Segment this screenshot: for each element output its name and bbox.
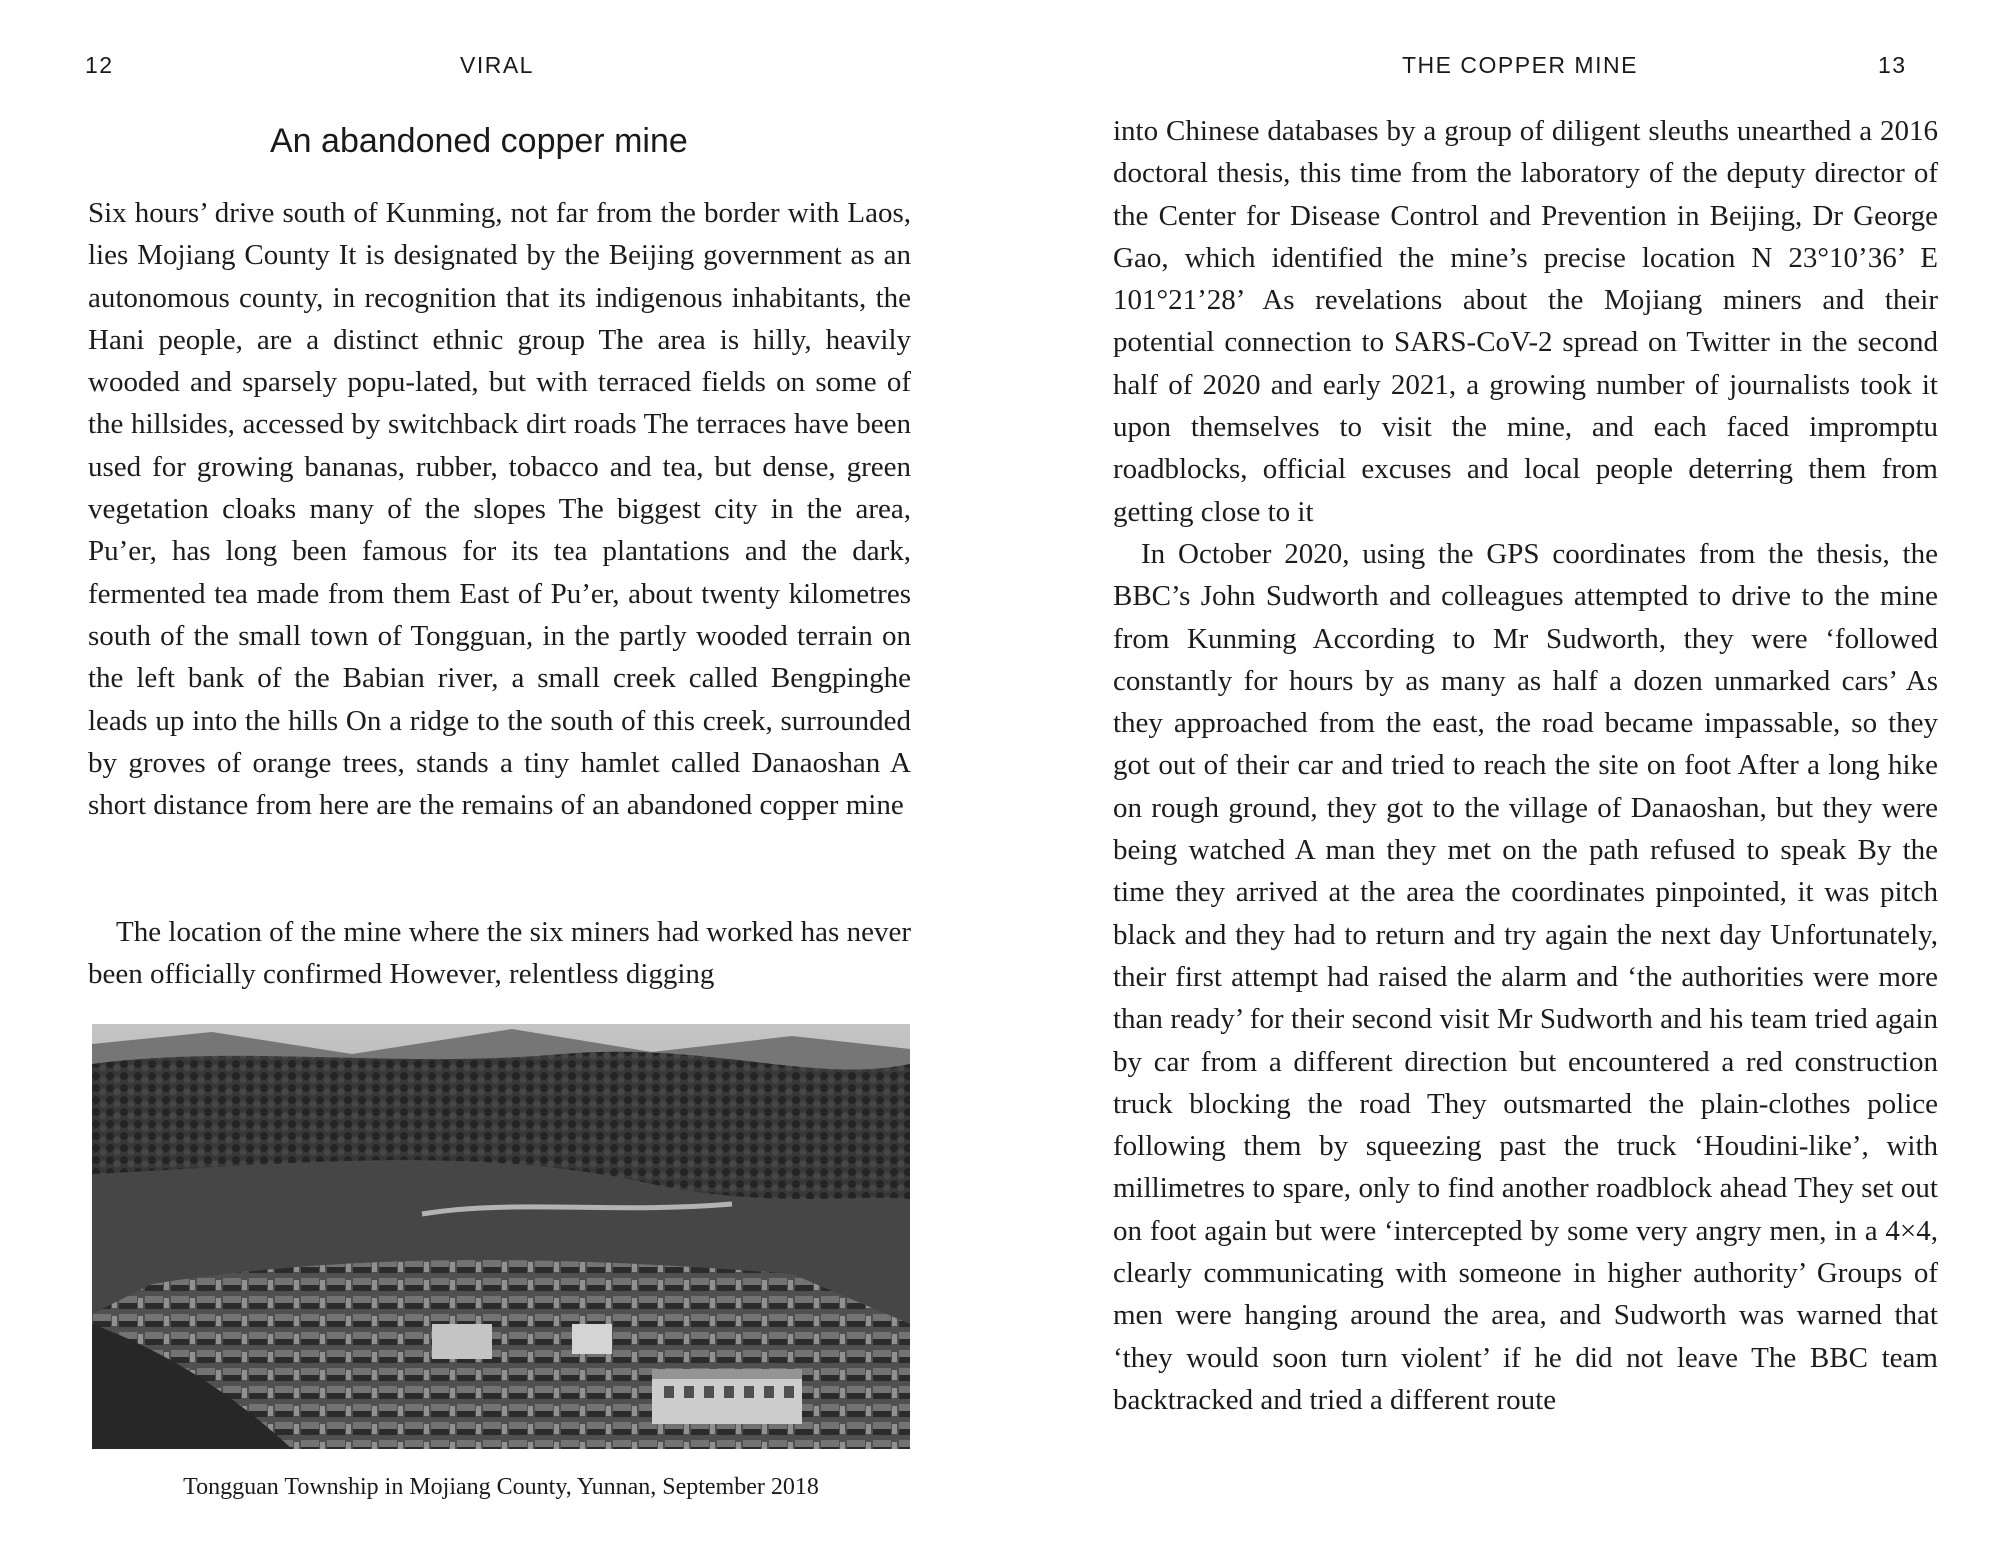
running-head: VIRAL (460, 52, 534, 78)
village-photo (92, 1024, 910, 1449)
body-paragraph: In October 2020, using the GPS coordinates from the thesis, the BBC’s John Sudworth and colleagues attempted to drive to the mine from Kunming According to Mr Sudworth, they were ‘followed constantly for hours by as many as half a dozen unmarked cars’ As they approached from the east, the road became impassable, so they got out of their car and tried to reach the site on foot After a long hike on rough ground, they got to the village of Danaoshan, but they were being watched A man they met on the path refused to speak By the time they arrived at the area the coordinates pinpointed, it was pitch black and they had to return and try again the next day Unfortunately, their first attempt had raised the alarm and ‘the authorities were more than ready’ for their second visit Mr Sudworth and his team tried again by car from a different direction but encountered a red construction truck blocking the road They outsmarted the plain-clothes police following them by squeezing past the truck ‘Houdini-like’, with millimetres to spare, only to find another roadblock ahead They set out on foot again but were ‘intercepted by some very angry men, in a 4×4, clearly communicating with someone in higher authority’ Groups of men were hanging around the area, and Sudworth was warned that ‘they would soon turn violent’ if he did not leave The BBC team backtracked and tried a different route (1113, 538, 1938, 1416)
photo-caption: Tongguan Township in Mojiang County, Yunnan, September 2018 (183, 1474, 819, 1500)
section-heading: An abandoned copper mine (270, 122, 688, 160)
page-number: 13 (1878, 52, 1907, 78)
running-head: THE COPPER MINE (1402, 52, 1638, 78)
page-number: 12 (85, 52, 114, 78)
body-paragraph: The location of the mine where the six miners had worked has never been officially confirmed However, relentless digging (88, 916, 911, 991)
right-page (1000, 0, 2000, 1565)
body-paragraph: into Chinese databases by a group of diligent sleuths unearthed a 2016 doctoral thesis, this time from the laboratory of the deputy director of the Center for Disease Control and Prevention in Beijing, Dr George Gao, which identified the mine’s precise location N 23°10’36’ E 101°21’28’ As revelations about the Mojiang miners and their potential connection to SARS-CoV-2 spread on Twitter in the second half of 2020 and early 2021, a growing number of journalists took it upon themselves to visit the mine, and each faced impromptu roadblocks, official excuses and local people deterring them from getting close to it (1113, 115, 1938, 528)
body-paragraph: Six hours’ drive south of Kunming, not far from the border with Laos, lies Mojiang County It is designated by the Beijing government as an autonomous county, in recognition that its indigenous inhabitants, the Hani people, are a distinct ethnic group The area is hilly, heavily wooded and sparsely popu-lated, but with terraced fields on some of the hillsides, accessed by switchback dirt roads The terraces have been used for growing bananas, rubber, tobacco and tea, but dense, green vegetation cloaks many of the slopes The biggest city in the area, Pu’er, has long been famous for its tea plantations and the dark, fermented tea made from them East of Pu’er, about twenty kilometres south of the small town of Tongguan, in the partly wooded terrain on the left bank of the Babian river, a small creek called Bengpinghe leads up into the hills On a ridge to the south of this creek, surrounded by groves of orange trees, stands a tiny hamlet called Danaoshan A short distance from here are the remains of an abandoned copper mine (88, 197, 911, 822)
